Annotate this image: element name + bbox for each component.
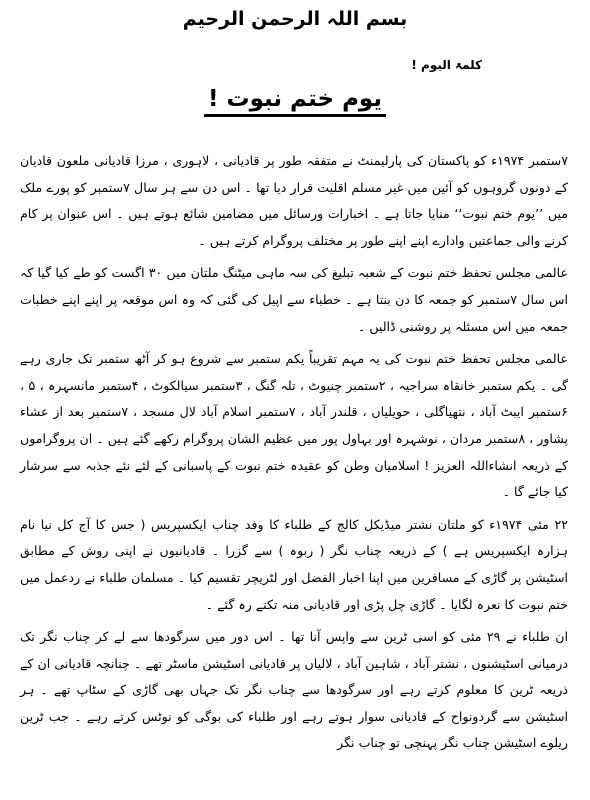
bismillah-heading: بسم اللہ الرحمن الرحیم <box>182 8 408 30</box>
paragraph-2: عالمی مجلس تحفظ ختم نبوت کے شعبہ تبلیغ کی سہ ماہی میٹنگ ملتان میں ۳۰ اگست کو طے کیا گیا کہ اس سال ۷ستمبر کو جمعہ کا دن بنتا ہے ۔ خطباء سے اپیل کی گئی کہ وہ اس موقعہ پر اپنے اپنے خطبات جمعہ میں اس مسئلہ پر روشنی ڈالیں ۔ <box>20 265 568 334</box>
paragraph-4: ۲۲ مئی ۱۹۷۴ء کو ملتان نشتر میڈیکل کالج کے طلباء کا وفد چناب ایکسپریس ( جس کا آج کل نیا نام ہزارہ ایکسپریس ہے ) کے ذریعہ چناب نگر ( ربوہ ) سے گزرا ۔ قادیانیوں نے اپنی روش کے مطابق اسٹیشن پر گاڑی کے مسافرین میں اپنا اخبار الفضل اور لٹریچر تقسیم کیا ۔ مسلمان طلباء نے ردعمل میں ختم نبوت کا نعرہ لگایا ۔ گاڑی چل پڑی اور قادیانی منہ تکتے رہ گئے ۔ <box>20 516 568 612</box>
paragraph-5: ان طلباء نے ۲۹ مئی کو اسی ٹرین سے واپس آنا تھا ۔ اس دور میں سرگودھا سے لے کر چناب نگر تک درمیانی اسٹیشنوں ، نشتر آباد ، شاہین آباد ، لالیاں پر قادیانی اسٹیشن ماسٹر تھے ۔ چنانچہ قادیانی ان کے ذریعہ ٹرین کا معلوم کرتے رہے اور سرگودھا سے چناب نگر تک جہاں بھی گاڑی کے سٹاپ تھے ۔ ہر اسٹیشن سے گردونواح کے قادیانی سوار ہوتے رہے اور طلباء کی بوگی کو نوٹس کرتے رہے ۔ جب ٹرین ریلوے اسٹیشن چناب نگر پہنچی تو چناب نگر <box>20 629 568 751</box>
article-body <box>20 148 568 763</box>
paragraph-1: ۷ستمبر ۱۹۷۴ء کو پاکستان کی پارلیمنٹ نے متفقہ طور پر قادیانی ، لاہوری ، مرزا قادیانی ملعون قادیان کے دونوں گروہوں کو آئین میں غیر مسلم اقلیت قرار دیا تھا ۔ اس دن سے ہر سال ۷ستمبر کو پورے ملک میں ’’یوم ختم نبوت‘‘ منایا جاتا ہے ۔ اخبارات ورسائل میں مضامین شائع ہوتے ہیں ۔ اس عنوان پر کام کرنے والی جماعتیں وادارے اپنے اپنے طور پر مختلف پروگرام کرتے ہیں ۔ <box>20 153 568 248</box>
article-title-text: یوم ختم نبوت ! <box>204 86 386 117</box>
paragraph-3: عالمی مجلس تحفظ ختم نبوت کی یہ مہم تقریباً یکم ستمبر سے شروع ہو کر آٹھ ستمبر تک جاری رہے گی ۔ یکم ستمبر خانقاہ سراجیہ ، ۲ستمبر چنیوٹ ، تلہ گنگ ، ۳ستمبر سیالکوٹ ، ۴ستمبر مانسہرہ ، ۵ ، ۶ستمبر ایبٹ آباد ، نتھیاگلی ، حویلیاں ، قلندر آباد ، ۷ستمبر اسلام آباد لال مسجد ، ۷ستمبر بعد از عشاء پشاور ، ۸ستمبر مردان ، نوشہرہ اور بہاول پور میں عظیم الشان پروگرام رکھے گئے ہیں ۔ ان پروگراموں کے ذریعہ انشاءاللہ العزیز ! اسلامیان وطن کو عقیدہ ختم نبوت کے پاسبانی کے لئے نئے جذبہ سے سرشار کیا جائے گا ۔ <box>20 351 568 500</box>
article-title <box>0 86 590 117</box>
section-label: کلمۃ الیوم ! <box>411 58 482 72</box>
